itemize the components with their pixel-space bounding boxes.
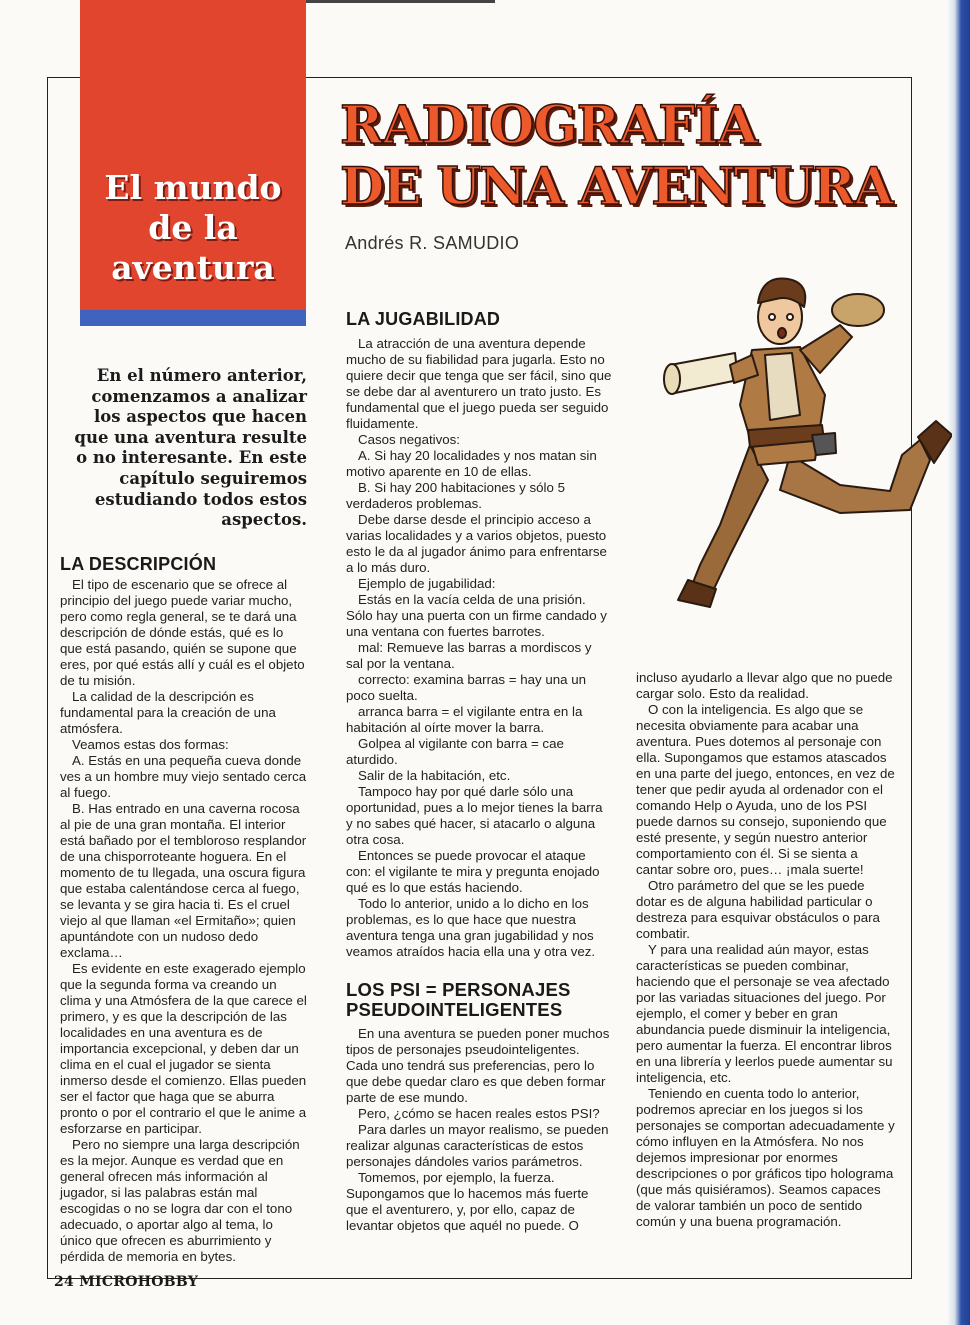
paragraph: Pero, ¿cómo se hacen reales estos PSI? <box>358 1106 600 1121</box>
paragraph: incluso ayudarlo a llevar algo que no puede cargar solo. Esto da realidad. <box>636 670 893 701</box>
adventurer-illustration <box>640 255 952 665</box>
section-heading: LA JUGABILIDAD <box>346 309 501 329</box>
paragraph: El tipo de escenario que se ofrece al principio del juego puede variar mucho, pero como regla general, se te dará una descripción de dónde estás, qué es lo que está pasando, quién se supone que eres, por qué estás allí y cuál es el objeto de tu misión. <box>60 577 305 688</box>
section-heading: LA DESCRIPCIÓN <box>60 554 217 574</box>
byline: Andrés R. SAMUDIO <box>345 233 520 253</box>
paragraph: arranca barra = el vigilante entra en la habitación al oírte mover la barra. <box>346 704 583 735</box>
headline-line: DE UNA AVENTURA <box>340 157 893 217</box>
section-heading: LOS PSI = PERSONAJES PSEUDOINTELIGENTES <box>346 979 571 1020</box>
paragraph: Casos negativos: <box>358 432 460 447</box>
column-2 <box>346 308 612 1234</box>
paragraph: La atracción de una aventura depende mucho de su fiabilidad para jugarla. Esto no quiere decir que tenga que ser fácil, sino que se debe dar al aventurero un trato justo. Es fundamental que el juego pueda ser seguido fluidamente. <box>346 336 612 431</box>
paragraph: B. Si hay 200 habitaciones y sólo 5 verdaderos problemas. <box>346 480 565 511</box>
article-intro: En el número anterior, comenzamos a analizar los aspectos que hacen que una aventura resulte o no interesante. En este capítulo seguiremos estudiando todos estos aspectos. <box>74 366 307 530</box>
column-1 <box>60 553 308 1265</box>
section-title-line: El mundo <box>104 168 282 207</box>
paragraph: Para darles un mayor realismo, se pueden realizar algunas características de estos personajes dándoles varios parámetros. <box>346 1122 609 1169</box>
paragraph: Teniendo en cuenta todo lo anterior, podremos apreciar en los juegos si los personajes se comportan adecuadamente y cómo influyen en la Atmósfera. No nos dejemos impresionar por enormes descripciones o por gráficos tipo holograma (que más quisiéramos). Seamos capaces de valorar también un poco de sentido común y una buena programación. <box>636 1086 895 1229</box>
section-banner-stripe <box>80 310 306 326</box>
paragraph: Ejemplo de jugabilidad: <box>358 576 496 591</box>
paragraph: Tomemos, por ejemplo, la fuerza. Supongamos que lo hacemos más fuerte que el aventurero, y, por ello, capaz de levantar objetos que aquél no puede. O <box>346 1170 589 1233</box>
section-title <box>80 168 306 288</box>
paragraph: Pero no siempre una larga descripción es la mejor. Aunque es verdad que en general ofrecen más información al jugador, si las palabras están mal escogidas o no se logra dar con el tono adecuado, o aportar algo al tema, lo único que ofrecen es aburrimiento y pérdida de memoria en bytes. <box>60 1137 300 1264</box>
paragraph: La calidad de la descripción es fundamental para la creación de una atmósfera. <box>60 689 276 736</box>
paragraph: A. Si hay 20 localidades y nos matan sin motivo aparente en 10 de ellas. <box>346 448 597 479</box>
section-title-line: aventura <box>111 248 275 287</box>
page-folio: 24 MICROHOBBY <box>54 1274 199 1290</box>
paragraph: A. Estás en una pequeña cueva donde ves a un hombre muy viejo sentado cerca al fuego. <box>60 753 307 800</box>
paragraph: En una aventura se pueden poner muchos tipos de personajes pseudointeligentes. Cada uno tendrá sus preferencias, pero lo que debe quedar claro es que deben formar parte de ese mundo. <box>346 1026 610 1105</box>
paragraph: Es evidente en este exagerado ejemplo que la segunda forma va creando un clima y una Atmósfera de la que carece el primero, y es que la descripción de las localidades en una aventura es de importancia excepcional, y deben dar un clima en el cual el jugador se sienta inmerso desde el comienzo. Ellas pueden ser el factor que haga que se aburra pronto o por el contrario el que le anime a esforzarse en participar. <box>60 961 307 1136</box>
paragraph: Estás en la vacía celda de una prisión. Sólo hay una puerta con un firme candado y una ventana con fuertes barrotes. <box>346 592 607 639</box>
paragraph: Todo lo anterior, unido a lo dicho en los problemas, es lo que hace que nuestra aventura tenga una gran jugabilidad y nos veamos atraídos hacia ella una y otra vez. <box>346 896 596 959</box>
paragraph: Veamos estas dos formas: <box>72 737 229 752</box>
paragraph: O con la inteligencia. Es algo que se necesita obviamente para acabar una aventura. Pues dotemos al personaje con ella. Supongamos que estamos atascados en una parte del juego, entonces, en vez de tener que pedir ayuda al ordenador con el comando Help o Ayuda, uno de los PSI puede darnos su consejo, suponiendo que esté presente, y según nuestro anterior comportamiento con él. Si se sienta a cantar sobre oro, pues… ¡mala suerte! <box>636 702 895 877</box>
paragraph: correcto: examina barras = hay una un poco suelta. <box>346 672 587 703</box>
paragraph: Golpea al vigilante con barra = cae aturdido. <box>346 736 564 767</box>
paragraph: Otro parámetro del que se les puede dotar es de alguna habilidad particular o destreza para esquivar obstáculos o para combatir. <box>636 878 880 941</box>
paragraph: Debe darse desde el principio acceso a varias localidades y a varios objetos, puesto esto le da al jugador ánimo para enfrentarse a lo más duro. <box>346 512 607 575</box>
column-3 <box>636 670 898 1230</box>
paragraph: Salir de la habitación, etc. <box>358 768 511 783</box>
headline-line: RADIOGRAFÍA <box>340 95 757 156</box>
article-headline <box>340 96 920 218</box>
paragraph: mal: Remueve las barras a mordiscos y sal por la ventana. <box>346 640 592 671</box>
paragraph: B. Has entrado en una caverna rocosa al pie de una gran montaña. El interior está bañado por el tembloroso resplandor de una chisporroteante hoguera. En el momento de tu llegada, una oscura figura que estaba calentándose cerca al fuego, se levanta y se gira hacia ti. Es el cruel viejo al que llaman «el Ermitaño»; quien apuntándote con un nudoso dedo exclama… <box>60 801 307 960</box>
section-title-line: de la <box>148 208 238 247</box>
paragraph: Tampoco hay por qué darle sólo una oportunidad, pues a lo mejor tienes la barra y no sabes qué hacer, si atacarlo o alguna otra cosa. <box>346 784 603 847</box>
paragraph: Y para una realidad aún mayor, estas características se pueden combinar, haciendo que el personaje se vea afectado por las variadas situaciones del juego. Por ejemplo, el comer y beber en gran abundancia puede disminuir la inteligencia, pero aumentar la fuerza. El encontrar libros en una librería y leerlos puede aumentar su inteligencia, etc. <box>636 942 893 1085</box>
paragraph: Entonces se puede provocar el ataque con: el vigilante te mira y pregunta enojado qué es lo que estás haciendo. <box>346 848 600 895</box>
